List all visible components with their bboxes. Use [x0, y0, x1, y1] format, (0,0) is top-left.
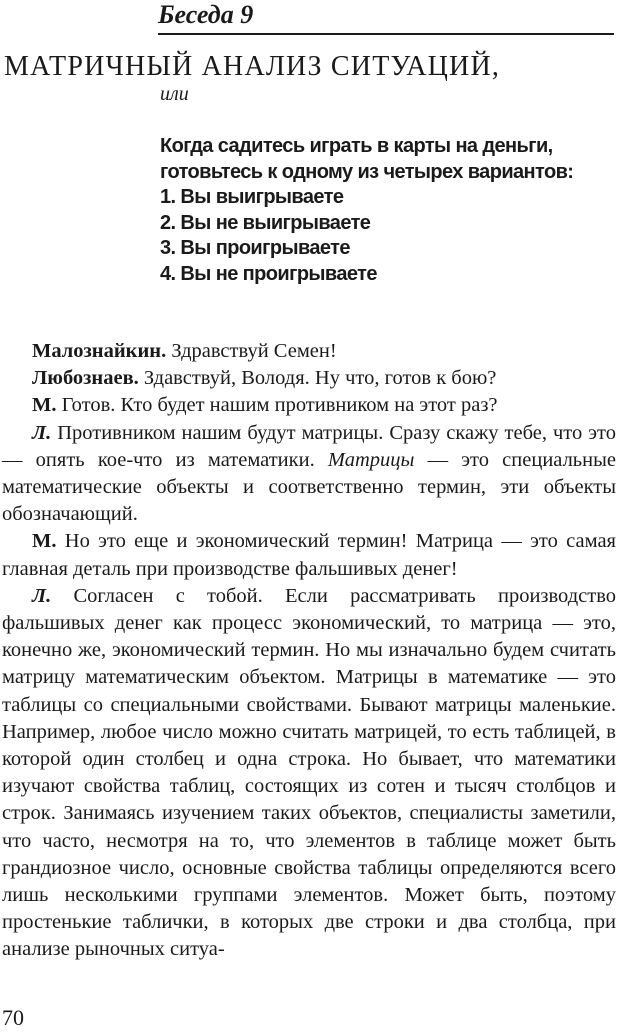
- epigraph-line: 1. Вы выигрываете: [160, 186, 344, 208]
- epigraph-line: готовьтесь к одному из четырех вариантов:: [160, 160, 574, 183]
- epigraph-line: 2. Вы не выигрываете: [160, 211, 371, 234]
- page-number: 70: [2, 1005, 24, 1030]
- paragraph-text: Согласен с тобой. Если рассматривать производство фальшивых денег как процесс экономический, то матрица — это, конечно же, экономический термин. Но мы изначально будем считать матрицу математическим объектом. Матрицы в математике — это таблицы со специальными свойствами. Бывают матрицы маленькие. Например, любое число можно считать матрицей, то есть таблицей, в которой один столбец и одна строка. Но бывает, что математики изучают свойства таблиц, состоящих из сотен и тысяч столбцов и строк. Занимаясь изучением таких объектов, специалисты заметили, что часто, несмотря на то, что элементов в таблице может быть грандиозное число, основные свойства таблицы определяются всего лишь несколькими группами элементов. Может быть, поэтому простенькие таблички, в которых две строки и два столбца, при анализе рыночных ситуа-: [2, 584, 616, 961]
- paragraph-text: Готов. Кто будет нашим противником на этот раз?: [56, 394, 498, 417]
- chapter-heading: Беседа 9: [158, 0, 254, 29]
- speaker-name: Л.: [32, 584, 52, 607]
- epigraph: [160, 134, 616, 287]
- paragraph-text-continued: — это специальные математические объекты и соответственно термин, эти объекты обозначающий.: [2, 448, 616, 526]
- speaker-name: Л.: [32, 421, 52, 444]
- speaker-name: Малознайкин.: [32, 340, 167, 362]
- chapter-title: МАТРИЧНЫЙ АНАЛИЗ СИТУАЦИЙ,: [4, 51, 501, 82]
- speaker-name: М.: [32, 530, 57, 553]
- dialogue-body: [2, 338, 616, 964]
- italic-term: Матрицы: [327, 448, 415, 471]
- dialogue-paragraph: [2, 583, 616, 964]
- chapter-rule: [158, 33, 614, 35]
- dialogue-paragraph: [2, 365, 616, 392]
- epigraph-line: Когда садитесь играть в карты на деньги,: [160, 135, 553, 157]
- epigraph-line: 4. Вы не проигрываете: [160, 262, 377, 285]
- paragraph-text: Здавствуй, Володя. Ну что, готов к бою?: [138, 367, 497, 390]
- speaker-name: М.: [32, 394, 57, 417]
- dialogue-paragraph: [2, 338, 616, 365]
- paragraph-text: Противником нашим будут матрицы. Сразу скажу тебе, что это — опять кое-что из математики.: [2, 421, 616, 471]
- chapter-title-continuation: или: [160, 83, 189, 105]
- paragraph-text: Здравствуй Семен!: [166, 340, 337, 362]
- dialogue-paragraph: [2, 528, 616, 582]
- paragraph-text: Но это еще и экономический термин! Матрица — это самая главная деталь при производстве фальшивых денег!: [2, 530, 616, 580]
- dialogue-paragraph: [2, 420, 616, 529]
- speaker-name: Любознаев.: [32, 367, 139, 390]
- dialogue-paragraph: [2, 392, 616, 419]
- epigraph-line: 3. Вы проигрываете: [160, 237, 350, 259]
